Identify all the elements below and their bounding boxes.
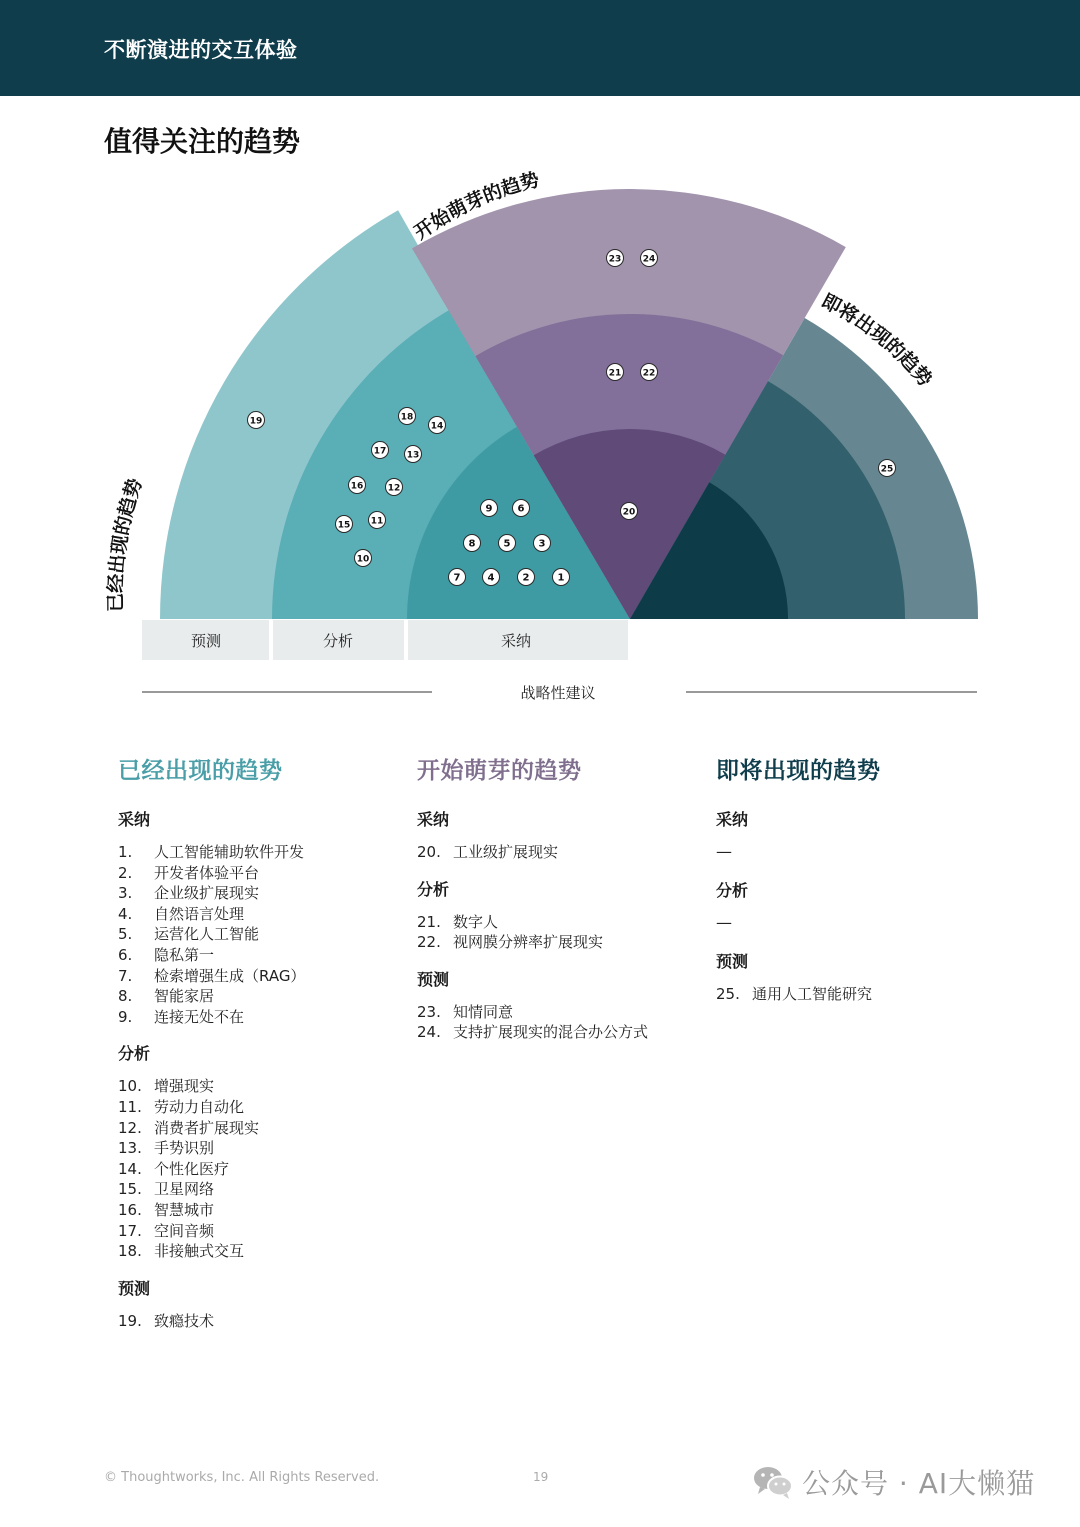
empty-dash: — [716,842,732,861]
blip-label: 24 [642,254,656,265]
radar-sectors [160,189,978,619]
trend-list [417,912,707,953]
blip-label: 18 [400,412,414,423]
ring-title: 分析 [716,881,749,900]
list-item: 4. 自然语言处理 [118,904,245,923]
blip-label: 1 [557,572,565,584]
list-item: 13. 手势识别 [118,1139,215,1158]
blip-label: 12 [387,483,401,494]
blip-label: 10 [356,554,370,565]
column-upcoming [716,752,1006,1019]
trend-radar [0,160,1080,720]
axis-label: 战略性建议 [520,684,596,702]
list-item: 9. 连接无处不在 [118,1007,245,1026]
list-item: 8. 智能家居 [118,987,215,1006]
trend-list [417,842,707,863]
blip-label: 23 [608,254,622,265]
blip-label: 7 [453,572,461,584]
blip-label: 6 [517,503,525,515]
list-item: 2. 开发者体验平台 [118,863,260,882]
list-item: 20. 工业级扩展现实 [417,843,559,861]
column-emerging [417,752,707,1057]
blip-label: 3 [538,538,546,550]
trend-list [118,1311,408,1332]
blip-label: 14 [430,421,444,432]
column-title: 开始萌芽的趋势 [417,758,582,784]
trend-list [118,1076,408,1261]
list-item: 3. 企业级扩展现实 [118,884,260,903]
list-item: 17. 空间音频 [118,1221,215,1240]
list-item: 15. 卫星网络 [118,1180,215,1199]
blip-label: 5 [503,538,511,550]
ring-title: 分析 [118,1044,151,1064]
blip-label: 2 [522,572,530,584]
list-item: 1. 人工智能辅助软件开发 [118,843,305,861]
ring-title: 预测 [716,952,749,971]
ring-title: 预测 [118,1278,151,1298]
ring-title: 采纳 [417,810,450,829]
ring-tab-predict: 预测 [190,632,222,650]
blip-label: 16 [350,481,364,492]
list-item: 16. 智慧城市 [118,1200,215,1219]
list-item: 24. 支持扩展现实的混合办公方式 [417,1023,649,1042]
blip-label: 9 [485,503,493,515]
ring-title: 采纳 [118,810,151,829]
watermark-text: 公众号 · AI大懒猫 [802,1467,1036,1500]
ring-title: 采纳 [716,810,749,829]
page-number: 19 [533,1470,549,1484]
list-item: 19. 致瘾技术 [118,1311,215,1330]
column-emerged [118,752,408,1345]
list-item: 12. 消费者扩展现实 [118,1118,260,1137]
list-item: 10. 增强现实 [118,1077,215,1096]
list-item: 22. 视网膜分辨率扩展现实 [417,933,604,952]
list-item: 5. 运营化人工智能 [118,925,260,944]
blip-label: 17 [373,446,387,457]
segment-label-emerged: 已经出现的趋势 [104,475,147,613]
wechat-icon [752,1464,794,1500]
list-item: 6. 隐私第一 [118,945,215,964]
blip-label: 8 [468,538,476,550]
trend-list [716,984,1006,1005]
blip-label: 19 [249,416,263,427]
list-item: 7. 检索增强生成（RAG） [118,966,306,985]
blip-label: 20 [622,507,636,518]
segment-label-emerging: 开始萌芽的趋势 [410,168,542,245]
column-title: 已经出现的趋势 [118,758,283,784]
blip-label: 25 [880,464,894,475]
blip-label: 4 [487,572,495,584]
ring-title: 分析 [417,879,450,899]
blip-label: 13 [406,450,420,461]
segment-label-upcoming: 即将出现的趋势 [817,289,937,391]
page-title: 值得关注的趋势 [104,125,301,158]
trend-list [417,1002,707,1043]
blip-label: 22 [642,368,656,379]
blip-label: 15 [337,520,351,531]
column-title: 即将出现的趋势 [716,758,881,784]
list-item: 18. 非接触式交互 [118,1242,245,1261]
footer-copyright: © Thoughtworks, Inc. All Rights Reserved. [104,1470,380,1485]
list-item: 23. 知情同意 [417,1002,514,1021]
empty-dash: — [716,913,732,932]
header-title: 不断演进的交互体验 [104,37,298,62]
list-item: 14. 个性化医疗 [118,1159,230,1178]
list-item: 25. 通用人工智能研究 [716,985,873,1003]
blip-label: 21 [608,368,622,379]
ring-title: 预测 [417,969,450,989]
ring-tab-adopt: 采纳 [500,632,532,650]
header-band [0,0,1080,96]
watermark [752,1462,1035,1502]
ring-tab-analyze: 分析 [322,632,354,650]
ring-tabs [142,620,628,660]
blip-label: 11 [370,516,384,527]
trend-list [118,842,408,1027]
list-item: 21. 数字人 [417,912,499,931]
list-item: 11. 劳动力自动化 [118,1097,245,1116]
